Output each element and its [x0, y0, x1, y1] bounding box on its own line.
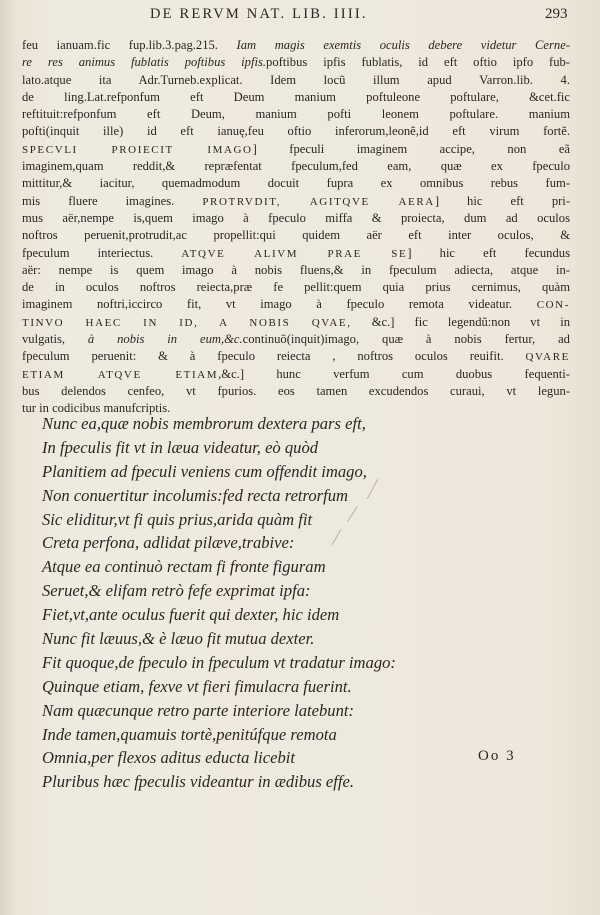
signature-mark: Oo 3 [478, 748, 516, 764]
verse-line: Fit quoque,de fpeculo in fpeculum vt tradatur imago: [42, 652, 396, 672]
commentary-text: mittitur,& iacitur, quemadmodum docuit fupra ex omnibus rebus fum- [22, 176, 570, 191]
lemma-text: CON- [536, 299, 570, 312]
running-head: DE RERVM NAT. LIB. IIII. [150, 6, 368, 22]
commentary-line [22, 158, 570, 175]
quoted-text: à nobis in eum,&c. [87, 332, 243, 347]
commentary-text: bus delendos cenfeo, vt fpurios. eos tamen excudendos curaui, vt legun- [22, 383, 570, 398]
commentary-text: continuõ(inquit)imago, quæ à nobis fertur, ad [242, 332, 570, 347]
commentary-text: reftituit:refponfum eft Deum, manium pofti leonem poftulare. manium [22, 107, 570, 122]
commentary-text: fpeculum interiectus. [22, 245, 182, 260]
commentary-text: tur in codicibus manufcriptis. [22, 401, 171, 416]
commentary-line [22, 89, 570, 106]
verse-line: Quinque etiam, fexve vt fieri fimulacra fuerint. [42, 676, 352, 696]
verse-line: Non conuertitur incolumis:fed recta retrorfum [42, 485, 349, 505]
commentary-line [22, 227, 570, 244]
verse-line: Seruet,& elifam retrò fefe exprimat ipfa: [42, 581, 311, 601]
commentary-text: lato.atque ita Adr.Turneb.explicat. Idem locũ illum apud Varron.lib. 4. [22, 72, 570, 87]
commentary-line [22, 348, 570, 365]
verse-line: Nunc ea,quæ nobis membrorum dextera pars eft, [42, 414, 366, 433]
commentary-line [22, 245, 570, 262]
verse-line: Pluribus hæc fpeculis videantur in ædibus effe. [42, 772, 355, 792]
commentary-line [22, 37, 570, 54]
lemma-text: SPECVLI PROIECIT IMAGO [22, 143, 253, 156]
commentary-line [22, 193, 570, 210]
commentary-text: de ling.Lat.refponfum eft Deum manium poftuleone poftulare, &cet.fic [22, 89, 570, 104]
verse-line: Omnia,per flexos aditus educta licebit [42, 748, 296, 768]
lemma-text: QVARE [525, 351, 570, 364]
commentary-line [22, 141, 570, 158]
commentary-text: ] hic eft pri- [434, 193, 570, 208]
commentary-line [22, 106, 570, 123]
commentary-text: de in oculos noftros reiecta,præ fe pellit:quem quia prius cernimus, quàm [22, 280, 570, 295]
commentary-text: poftibus ipfis fublatis, id eft oftio ipfo fub- [266, 55, 570, 70]
commentary-text: imaginem,quam reddit,& repræfentat fpeculum,fed eam, quæ ex fpeculo [22, 159, 570, 174]
verse-line: Creta perfona, adlidat pilæve,trabive: [42, 533, 295, 553]
verse-line: Inde tamen,quamuis tortè,penitúfque remota [42, 724, 337, 744]
commentary-text: fpeculum peruenit: & à fpeculo reiecta , noftros oculos reuifit. [22, 349, 526, 364]
quoted-text: re res animus fublatis poftibus ipfis. [22, 55, 267, 70]
page-header [0, 2, 600, 28]
commentary-text: mus aër,nempe is,quem imago à fpeculo miffa & proiecta, dum ad oculos [22, 210, 570, 225]
verse-line: Fiet,vt,ante oculus fuerit qui dexter, hic idem [42, 605, 340, 625]
commentary-text: ,&c.] hunc verfum cum duobus fequenti- [218, 366, 570, 381]
commentary-line [22, 366, 570, 383]
commentary-text: noftros peruenit,protrudit,ac propellit:qui quidem aër eft inter oculos, & [22, 228, 570, 243]
commentary-line [22, 279, 570, 296]
verse-line: In fpeculis fit vt in læua videatur, eò quòd [42, 437, 319, 457]
lemma-text: PROTRVDIT, AGITQVE AERA [202, 195, 435, 208]
commentary-text: mis fluere imagines. [22, 193, 203, 208]
commentary-text: pofti(inquit ille) id eft ianuę,feu oftio inferorum,leonẽ,id eft virum fortẽ. [22, 124, 570, 139]
verse-block [42, 412, 562, 794]
verse-line: Atque ea continuò rectam fi fronte figuram [42, 557, 326, 577]
commentary-line [22, 123, 570, 140]
commentary-text: &c.] fic legendũ:non vt in [351, 314, 570, 329]
commentary-line [22, 314, 570, 331]
verse-line: Planitiem ad fpeculi veniens cum offendit imago, [42, 461, 367, 481]
verse-line: Sic eliditur,vt fi quis prius,arida quàm fit [42, 509, 313, 529]
commentary-line [22, 175, 570, 192]
commentary-line [22, 54, 570, 71]
commentary-text: ] fpeculi imaginem accipe, non eã [252, 141, 570, 156]
commentary-text: feu ianuam.fic fup.lib.3.pag.215. [22, 38, 237, 52]
commentary-text: aër: nempe is quem imago à nobis fluens,& in fpeculum adiecta, atque in- [22, 262, 570, 277]
commentary-line [22, 262, 570, 279]
lemma-text: ETIAM ATQVE ETIAM [22, 368, 219, 381]
lemma-text: TINVO HAEC IN ID, A NOBIS QVAE, [22, 316, 352, 329]
commentary-line [22, 296, 570, 313]
lemma-text: ATQVE ALIVM PRAE SE [181, 247, 408, 260]
commentary-text: vulgatis, [22, 332, 88, 347]
commentary-text: imaginem noftri,iccirco fit, vt imago à fpeculo remota videatur. [22, 297, 537, 312]
page-number: 293 [545, 6, 568, 22]
commentary-block [22, 37, 570, 418]
commentary-text: ] hic eft fecundus [407, 245, 570, 260]
commentary-line [22, 210, 570, 227]
verse-line: Nam quæcunque retro parte interiore latebunt: [42, 700, 355, 720]
verse-line: Nunc fit læuus,& è læuo fit mutua dexter. [42, 629, 315, 649]
commentary-line [22, 72, 570, 89]
quoted-text: Iam magis exemtis oculis debere videtur Cerne- [236, 38, 570, 52]
commentary-line [22, 383, 570, 400]
commentary-line [22, 331, 570, 348]
